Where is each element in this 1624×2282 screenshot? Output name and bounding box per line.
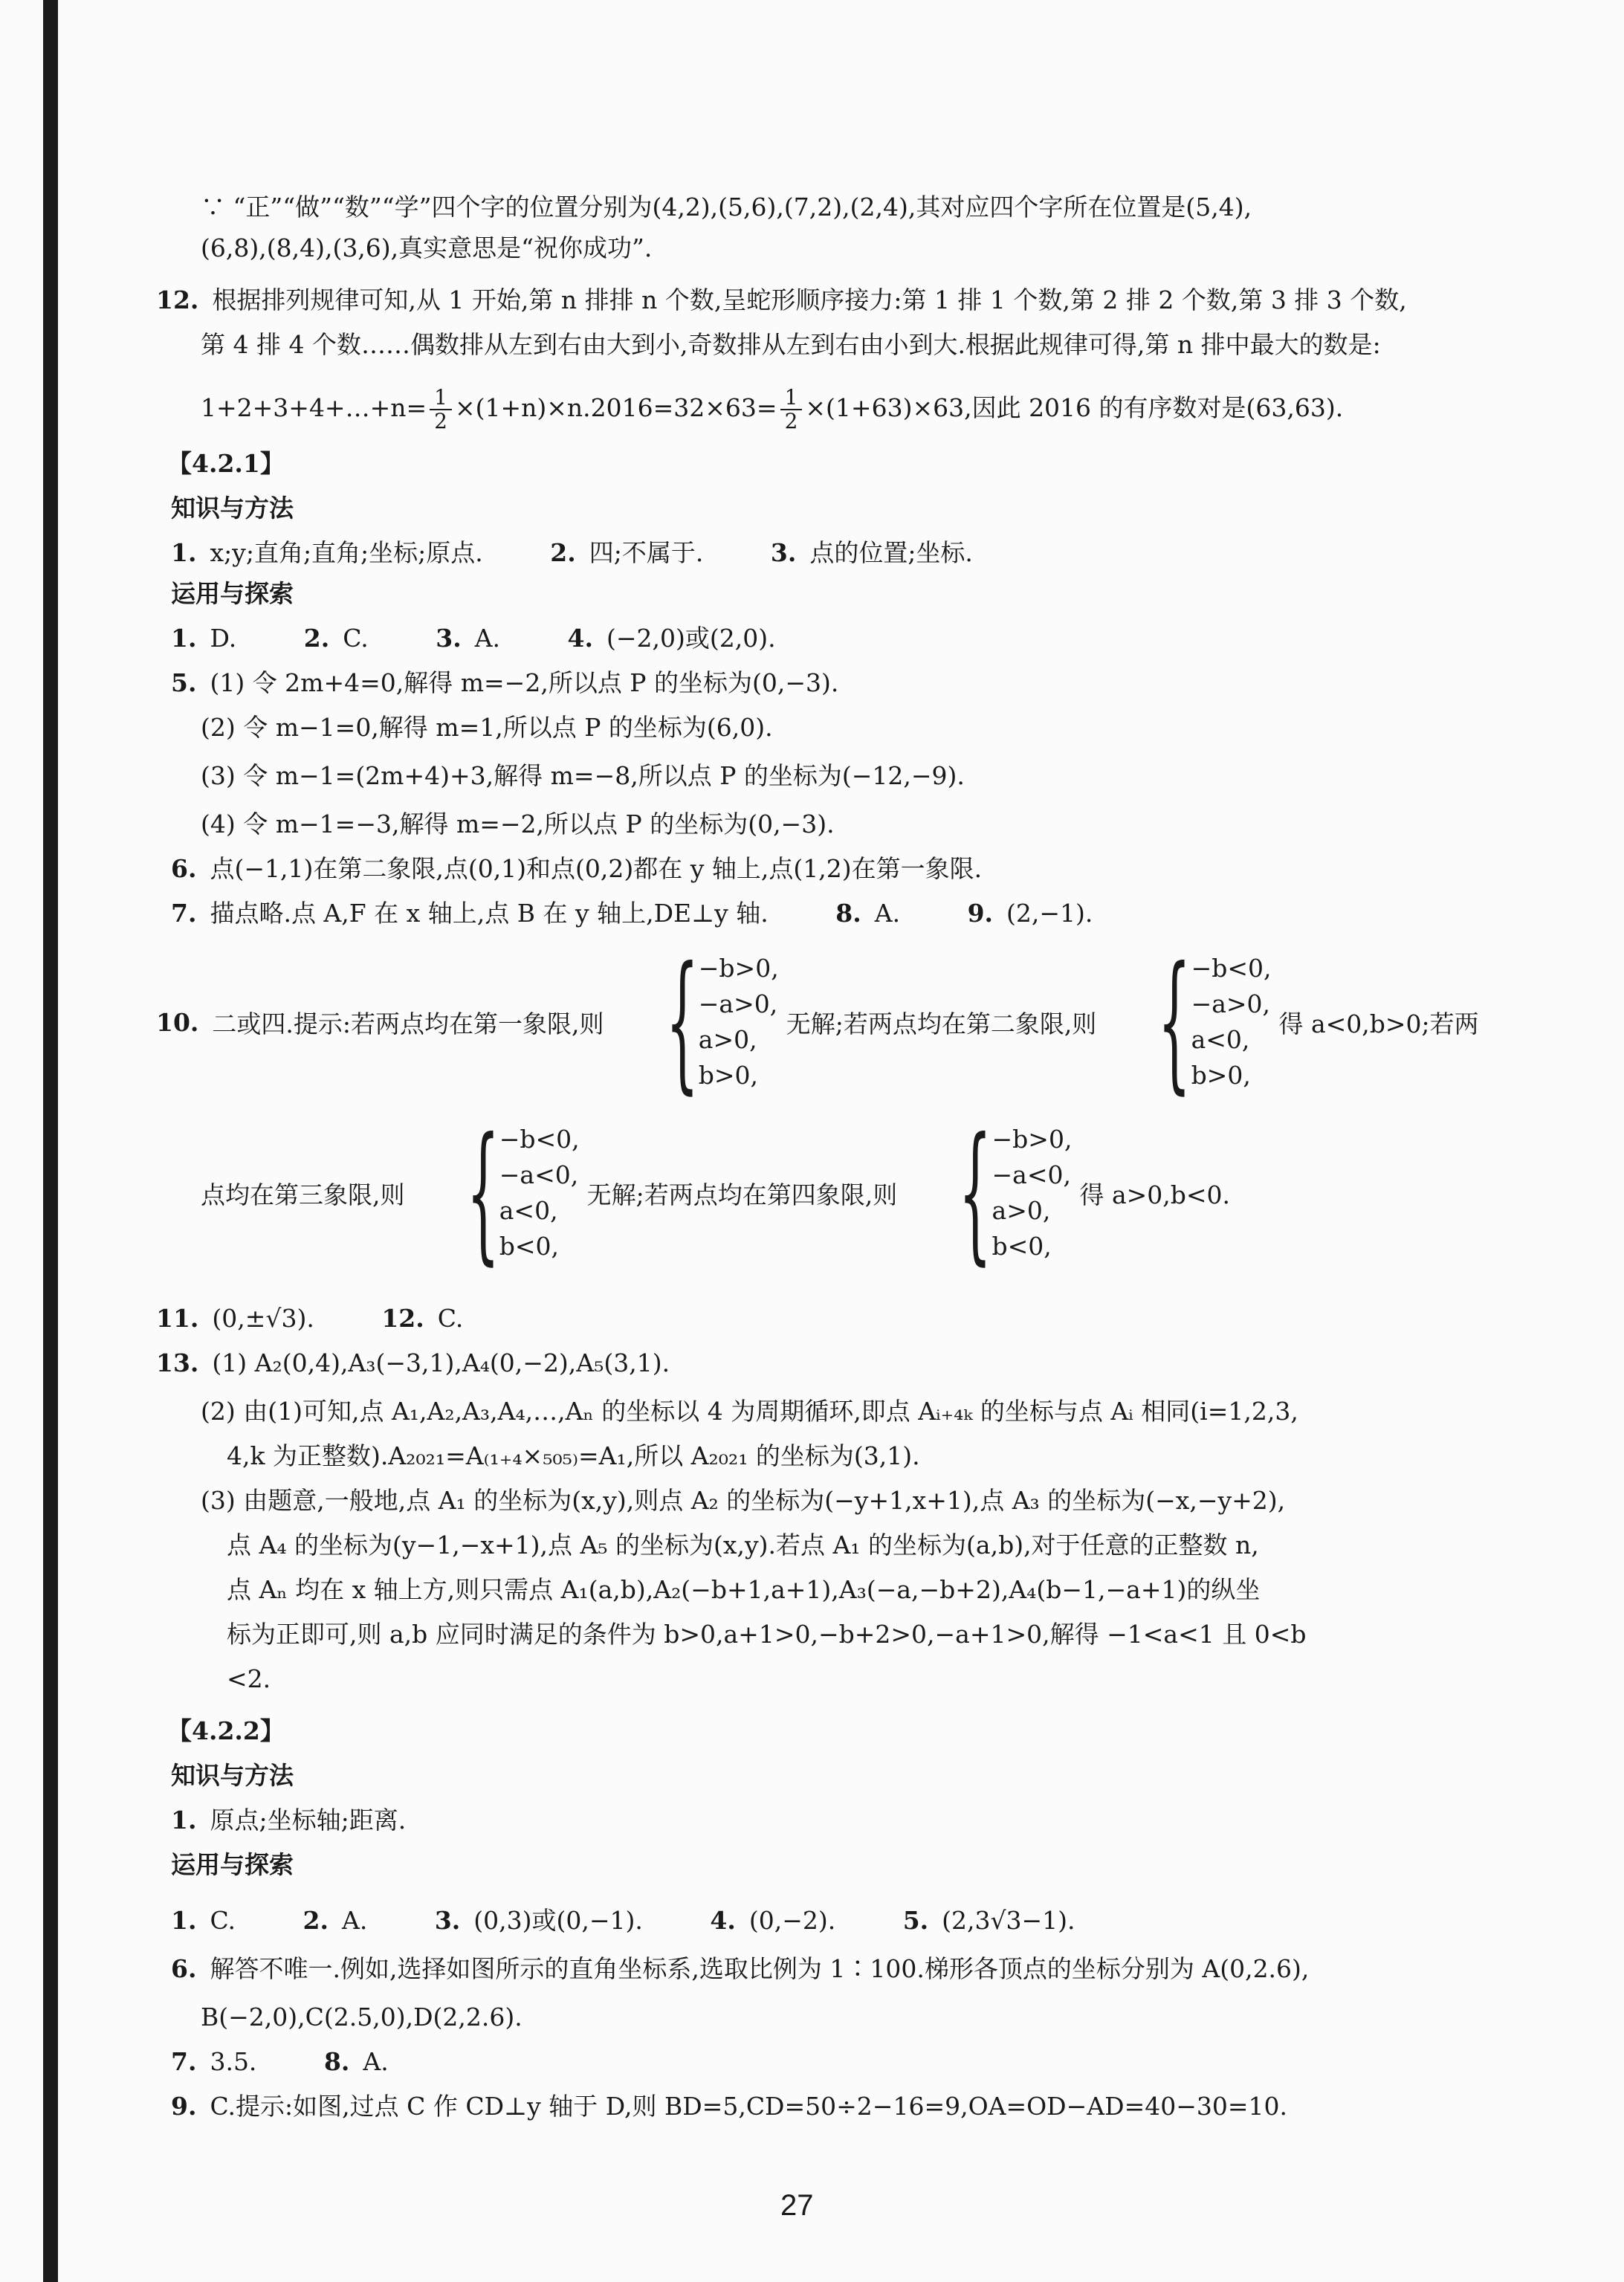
text-line: 点 A₄ 的坐标为(y−1,−x+1),点 A₅ 的坐标为(x,y).若点 A₁ 的坐标为(a,b),对于任意的正整数 n, xyxy=(227,1531,1259,1559)
fraction: $\frac{1}{2}$ xyxy=(430,387,452,433)
text: ×(1+63)×63,因此 2016 的有序数对是(63,63). xyxy=(805,393,1344,422)
answer-line: 1. C. 2. A. 3. (0,3)或(0,−1). 4. (0,−2). 5. (2,3√3−1). xyxy=(171,1906,1075,1935)
subsection-heading: 运用与探索 xyxy=(171,579,294,608)
text: ×(1+n)×n.2016=32×63= xyxy=(454,393,777,422)
question-11: 11. (0,±√3). 12. C. xyxy=(156,1304,464,1333)
inequality-system: −b<0, −a>0, a<0, b>0, xyxy=(1191,954,1272,1090)
page-number: 27 xyxy=(780,2189,814,2222)
question-number: 12. xyxy=(156,285,199,314)
fraction: $\frac{1}{2}$ xyxy=(780,387,803,433)
answer-line: 1. D. 2. C. 3. A. 4. (−2,0)或(2,0). xyxy=(171,624,776,653)
question-12 xyxy=(156,282,1407,318)
page-content xyxy=(156,0,1553,2282)
question-6: 6. 解答不唯一.例如,选择如图所示的直角坐标系,选取比例为 1∶100.梯形各顶点的坐标分别为 A(0,2.6), xyxy=(171,1954,1310,1983)
question-6: 6. 点(−1,1)在第二象限,点(0,1)和点(0,2)都在 y 轴上,点(1,2)在第一象限. xyxy=(171,854,983,883)
text: 二或四.提示:若两点均在第一象限,则 xyxy=(212,1009,604,1038)
inequality-system: −b>0, −a>0, a>0, b>0, xyxy=(698,954,779,1090)
text: 得 a<0,b>0;若两 xyxy=(1278,1009,1479,1038)
text-line: (3) 令 m−1=(2m+4)+3,解得 m=−8,所以点 P 的坐标为(−12,−9). xyxy=(201,761,965,790)
text-line: 标为正即可,则 a,b 应同时满足的条件为 b>0,a+1>0,−b+2>0,−a+1>0,解得 −1<a<1 且 0<b xyxy=(227,1620,1307,1649)
text-line: ∵ “正”“做”“数”“学”四个字的位置分别为(4,2),(5,6),(7,2),(2,4),其对应四个字所在位置是(5,4), xyxy=(201,193,1252,222)
text-line: (2) 由(1)可知,点 A₁,A₂,A₃,A₄,…,Aₙ 的坐标以 4 为周期循环,即点 Aᵢ₊₄ₖ 的坐标与点 Aᵢ 相同(i=1,2,3, xyxy=(201,1397,1298,1426)
answer-line: 1. x;y;直角;直角;坐标;原点. 2. 四;不属于. 3. 点的位置;坐标. xyxy=(171,538,973,567)
text-line: (4) 令 m−1=−3,解得 m=−2,所以点 P 的坐标为(0,−3). xyxy=(201,809,835,838)
text-line: (6,8),(8,4),(3,6),真实意思是“祝你成功”. xyxy=(201,233,653,262)
text-line: (2) 令 m−1=0,解得 m=1,所以点 P 的坐标为(6,0). xyxy=(201,713,773,742)
text: 点均在第三象限,则 xyxy=(201,1180,405,1209)
text: 无解;若两点均在第四象限,则 xyxy=(586,1180,898,1209)
brace: { xyxy=(665,935,699,1108)
brace: { xyxy=(1158,935,1191,1108)
brace: { xyxy=(958,1106,992,1279)
subsection-heading: 运用与探索 xyxy=(171,1850,294,1879)
text-line: 第 4 排 4 个数……偶数排从左到右由大到小,奇数排从左到右由小到大.根据此规律可得,第 n 排中最大的数是: xyxy=(201,330,1381,359)
text-line: (3) 由题意,一般地,点 A₁ 的坐标为(x,y),则点 A₂ 的坐标为(−y+1,x+1),点 A₃ 的坐标为(−x,−y+2), xyxy=(201,1486,1286,1515)
question-13: 13. (1) A₂(0,4),A₃(−3,1),A₄(0,−2),A₅(3,1). xyxy=(156,1348,670,1377)
inequality-system: −b>0, −a<0, a>0, b<0, xyxy=(991,1125,1073,1261)
subsection-heading: 知识与方法 xyxy=(171,1761,294,1790)
section-title: 【4.2.1】 xyxy=(167,449,285,478)
text: 1+2+3+4+…+n= xyxy=(201,393,427,422)
section-title: 【4.2.2】 xyxy=(167,1716,285,1745)
question-5: 5. (1) 令 2m+4=0,解得 m=−2,所以点 P 的坐标为(0,−3). xyxy=(171,668,839,697)
answer-line: 7. 3.5. 8. A. xyxy=(171,2047,389,2076)
answer-line: 1. 原点;坐标轴;距离. xyxy=(171,1806,407,1835)
question-7: 7. 描点略.点 A,F 在 x 轴上,点 B 在 y 轴上,DE⊥y 轴. 8. A. 9. (2,−1). xyxy=(171,899,1093,928)
subsection-heading: 知识与方法 xyxy=(171,494,294,523)
text-line: 点 Aₙ 均在 x 轴上方,则只需点 A₁(a,b),A₂(−b+1,a+1),A₃(−a,−b+2),A₄(b−1,−a+1)的纵坐 xyxy=(227,1575,1261,1604)
inequality-system: −b<0, −a<0, a<0, b<0, xyxy=(499,1125,580,1261)
binding-edge xyxy=(43,0,58,2282)
text-line: B(−2,0),C(2.5,0),D(2,2.6). xyxy=(201,2003,523,2032)
text: 根据排列规律可知,从 1 开始,第 n 排排 n 个数,呈蛇形顺序接力:第 1 排 1 个数,第 2 排 2 个数,第 3 排 3 个数, xyxy=(212,285,1407,314)
text: 得 a>0,b<0. xyxy=(1079,1180,1231,1209)
text-line: <2. xyxy=(227,1664,271,1693)
text: 无解;若两点均在第二象限,则 xyxy=(786,1009,1097,1038)
formula-line xyxy=(201,387,1343,433)
question-9: 9. C.提示:如图,过点 C 作 CD⊥y 轴于 D,则 BD=5,CD=50÷2−16=9,OA=OD−AD=40−30=10. xyxy=(171,2092,1287,2121)
question-10-cont xyxy=(201,1106,1231,1279)
brace: { xyxy=(466,1106,499,1279)
question-10: 10. 二或四.提示:若两点均在第一象限,则 { −b>0, −a>0, a>0, b>0, 无解;若两点均在第二象限,则 { −b<0, −a>0, a<0, b>0, 得 a<0,b>0;若两 xyxy=(156,935,1479,1108)
text-line: 4,k 为正整数).A₂₀₂₁=A₍₁₊₄×₅₀₅₎=A₁,所以 A₂₀₂₁ 的坐标为(3,1). xyxy=(227,1441,920,1470)
